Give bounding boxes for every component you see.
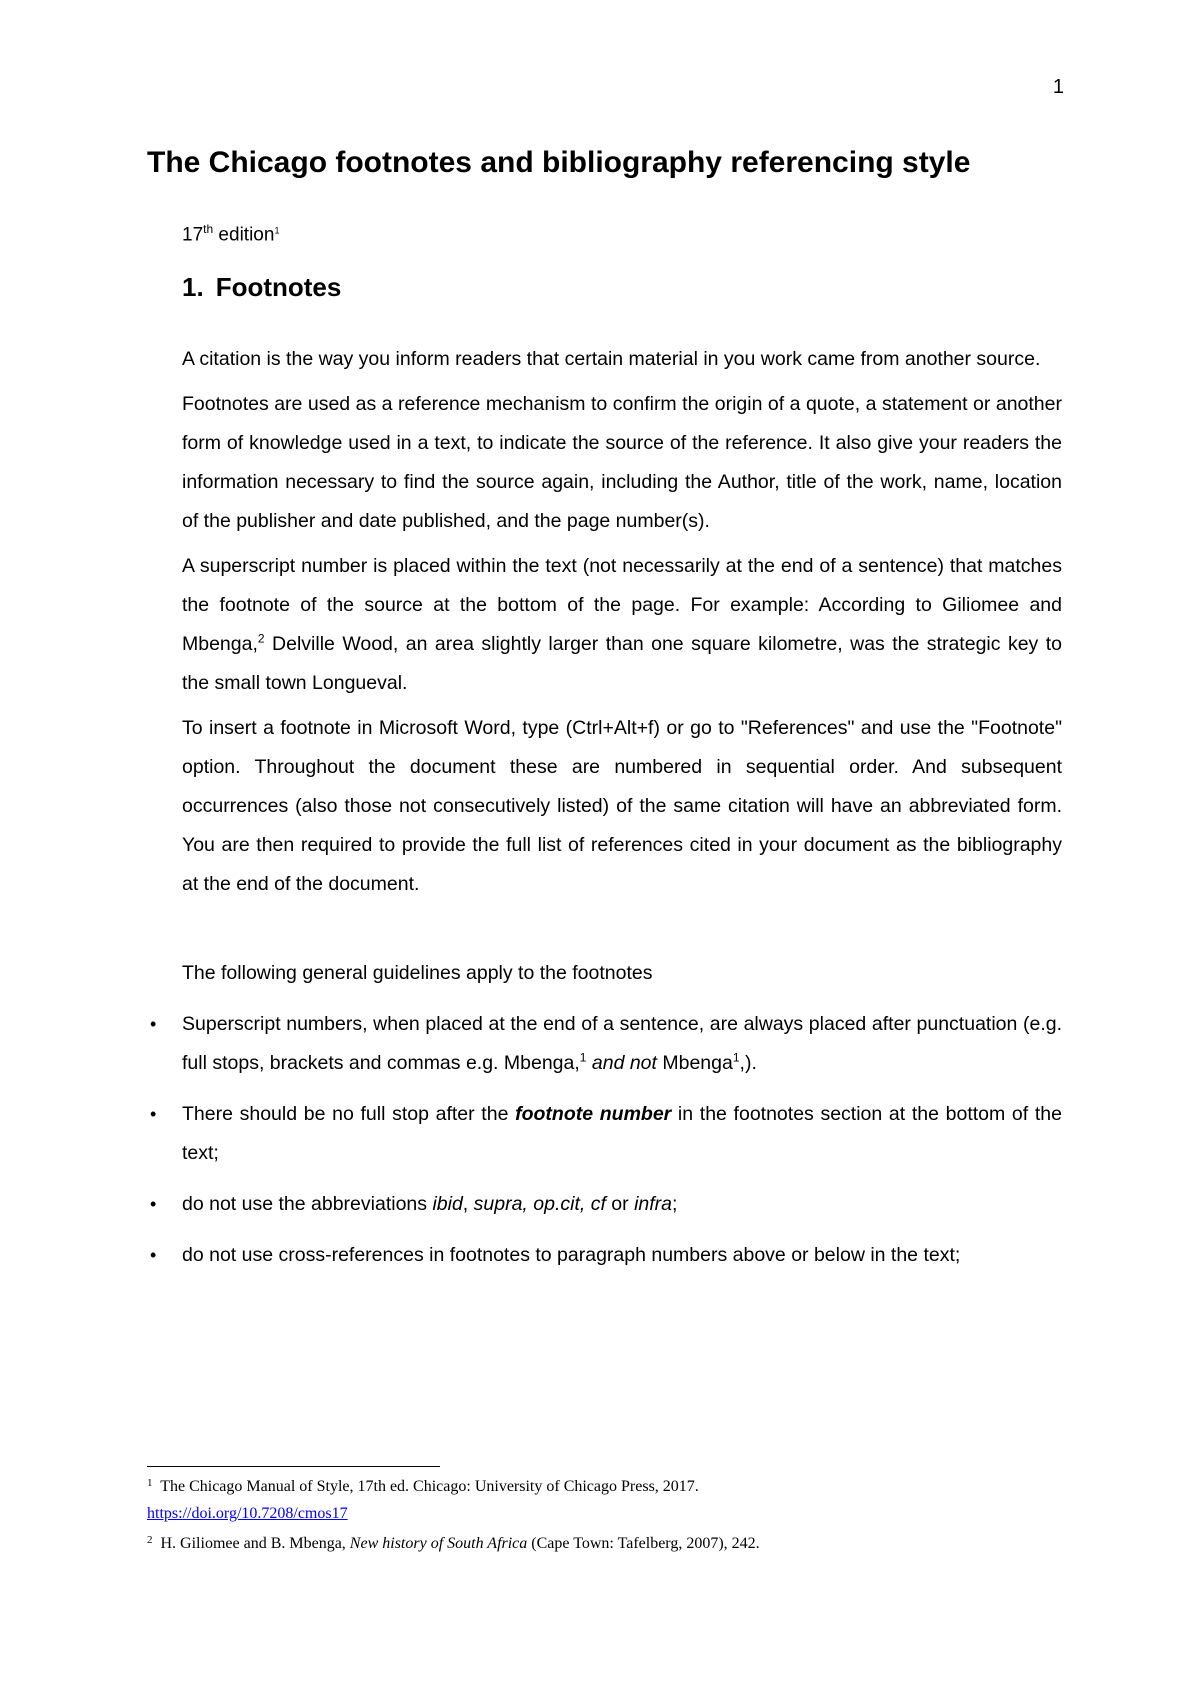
- bullet-icon: •: [150, 1104, 157, 1124]
- emphasis-text: and not: [586, 1052, 657, 1074]
- doi-link[interactable]: https://doi.org/10.7208/cmos17: [147, 1505, 348, 1522]
- paragraph-superscript: [182, 547, 1062, 703]
- footnote-text: The Chicago Manual of Style, 17th ed. Chicago: University of Chicago Press, 2017.: [156, 1478, 699, 1495]
- list-item-text: ,: [462, 1193, 474, 1215]
- footnotes-section: [147, 1470, 1067, 1557]
- edition-suffix: th: [203, 222, 214, 236]
- list-item-text: or: [605, 1193, 635, 1215]
- footnote-text: H. Giliomee and B. Mbenga,: [156, 1535, 350, 1552]
- footnote-number: 1: [147, 1477, 153, 1489]
- emphasis-text: footnote number: [515, 1103, 672, 1125]
- footnote-ref-1[interactable]: 1: [274, 225, 280, 236]
- paragraph-insert-footnote: To insert a footnote in Microsoft Word, type (Ctrl+Alt+f) or go to "References" and use the "Footnote" option. Throughout the document these are numbered in sequential order. And subsequent occurrences (also those not consecutively listed) of the same citation will have an abbreviated form. You are then required to provide the full list of references cited in your document as the bibliography at the end of the document.: [182, 717, 1062, 895]
- section-title: Footnotes: [215, 272, 342, 302]
- guidelines-intro: The following general guidelines apply to the footnotes: [182, 962, 653, 984]
- guidelines-list: [150, 1005, 1062, 1275]
- footnote-ref-2[interactable]: 2: [257, 631, 265, 646]
- paragraph-footnotes-purpose: Footnotes are used as a reference mechanism to confirm the origin of a quote, a statement or another form of knowledge used in a text, to indicate the source of the reference. It also give your readers the information necessary to find the source again, including the Author, title of the work, name, location of the publisher and date published, and the page number(s).: [182, 393, 1062, 532]
- list-item: [150, 1095, 1062, 1173]
- document-title: The Chicago footnotes and bibliography referencing style: [147, 146, 971, 179]
- section-heading: [182, 272, 341, 303]
- list-item-text: do not use the abbreviations: [182, 1193, 433, 1215]
- footnote-separator: [147, 1466, 440, 1467]
- bullet-icon: •: [150, 1014, 157, 1034]
- list-item-text: do not use cross-references in footnotes to paragraph numbers above or below in the text;: [182, 1244, 961, 1266]
- footnote-1: [147, 1470, 1067, 1500]
- list-item: [150, 1005, 1062, 1083]
- emphasis-text: ibid: [432, 1193, 463, 1215]
- list-item: [150, 1185, 1062, 1224]
- footnote-1-link-line: [147, 1500, 1067, 1527]
- paragraph-superscript-text-a: A superscript number is placed within the text (not necessarily at the end of a sentence) that matches the footnote of the source at the bottom of the page. For example: According to Giliomee and Mbenga,: [182, 555, 1062, 655]
- section-number: 1.: [182, 272, 204, 302]
- bullet-icon: •: [150, 1194, 157, 1214]
- book-title: New history of South Africa: [349, 1535, 528, 1552]
- emphasis-text: infra: [634, 1193, 672, 1215]
- superscript-example: 1: [732, 1050, 740, 1065]
- emphasis-text: supra, op.cit, cf: [473, 1193, 606, 1215]
- bullet-icon: •: [150, 1245, 157, 1265]
- list-item-text: ,).: [739, 1052, 757, 1074]
- spacer: [182, 910, 1062, 954]
- footnote-2: [147, 1527, 1067, 1557]
- footnote-text: (Cape Town: Tafelberg, 2007), 242.: [527, 1535, 760, 1552]
- document-body: [150, 340, 1062, 1287]
- paragraph-citation: A citation is the way you inform readers that certain material in you work came from another source.: [182, 348, 1041, 370]
- superscript-example: 1: [579, 1050, 587, 1065]
- list-item-text: There should be no full stop after the: [182, 1103, 516, 1125]
- list-item: [150, 1236, 1062, 1275]
- list-item-text: Superscript numbers, when placed at the end of a sentence, are always placed after punctuation (e.g. full stops, brackets and commas e.g. Mbenga,: [182, 1013, 1062, 1074]
- page-number: 1: [1052, 76, 1064, 98]
- footnote-number: 2: [147, 1534, 153, 1546]
- list-item-text: ;: [672, 1193, 678, 1215]
- edition-number: 17: [182, 224, 204, 246]
- paragraph-superscript-text-b: Delville Wood, an area slightly larger than one square kilometre, was the strategic key to the small town Longueval.: [182, 633, 1062, 694]
- edition-line: [182, 222, 279, 246]
- list-item-text: Mbenga: [656, 1052, 733, 1074]
- list-item-text: in the footnotes section at the bottom of the text;: [182, 1103, 1062, 1164]
- edition-text: edition: [213, 224, 275, 246]
